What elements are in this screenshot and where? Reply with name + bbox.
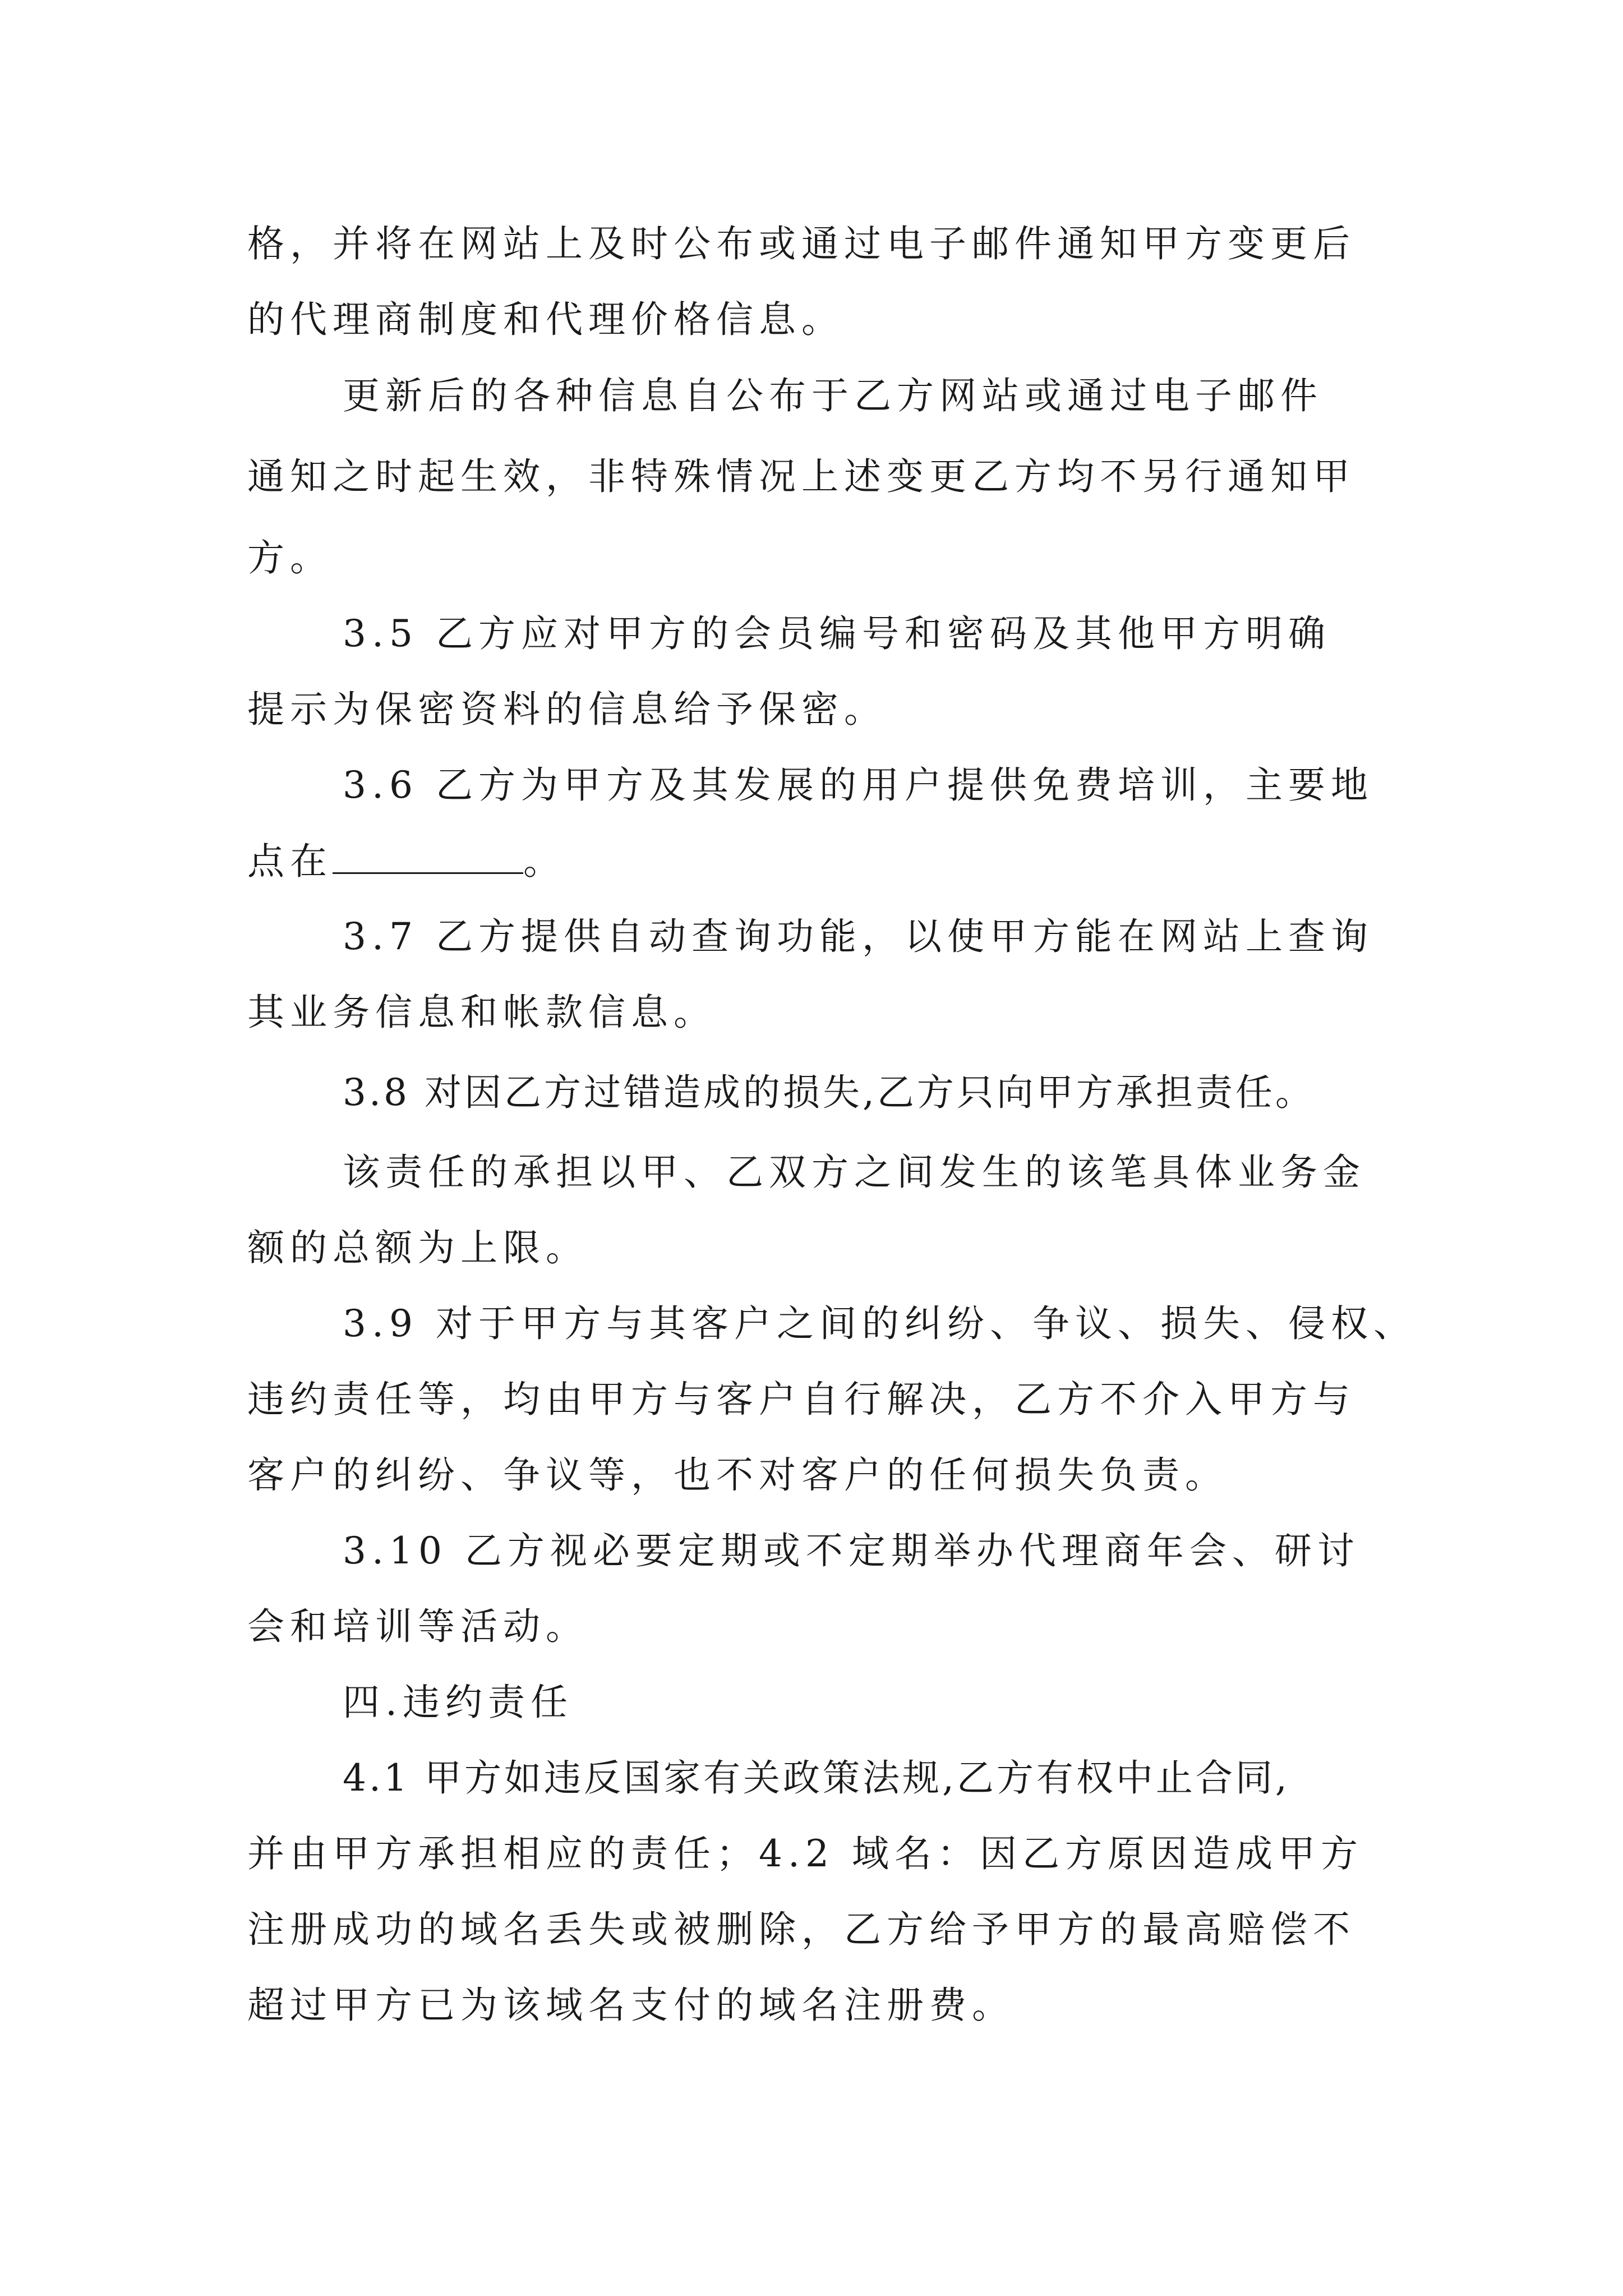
section-heading: 四.违约责任 bbox=[343, 1681, 573, 1724]
text-line: 通知之时起生效，非特殊情况上述变更乙方均不另行通知甲 bbox=[247, 455, 1355, 498]
text-line: 提示为保密资料的信息给予保密。 bbox=[247, 688, 887, 731]
text-line: 其业务信息和帐款信息。 bbox=[247, 991, 716, 1034]
text-line: 3.8 对因乙方过错造成的损失,乙方只向甲方承担责任。 bbox=[343, 1071, 1315, 1114]
text-line: 3.9 对于甲方与其客户之间的纠纷、争议、损失、侵权、 bbox=[343, 1302, 1416, 1345]
text-line: 违约责任等，均由甲方与客户自行解决，乙方不介入甲方与 bbox=[247, 1378, 1355, 1421]
text-line: 的代理商制度和代理价格信息。 bbox=[247, 298, 844, 341]
text-segment: 点在 bbox=[247, 840, 333, 883]
text-line: 3.5 乙方应对甲方的会员编号和密码及其他甲方明确 bbox=[343, 612, 1331, 655]
text-line: 更新后的各种信息自公布于乙方网站或通过电子邮件 bbox=[343, 374, 1323, 417]
fill-in-blank bbox=[333, 839, 523, 874]
text-line: 3.7 乙方提供自动查询功能，以使甲方能在网站上查询 bbox=[343, 915, 1373, 958]
text-line: 3.6 乙方为甲方及其发展的用户提供免费培训，主要地 bbox=[343, 763, 1373, 807]
text-line: 格，并将在网站上及时公布或通过电子邮件通知甲方变更后 bbox=[247, 222, 1355, 265]
text-line: 额的总额为上限。 bbox=[247, 1226, 588, 1269]
text-line: 3.10 乙方视必要定期或不定期举办代理商年会、研讨 bbox=[343, 1529, 1360, 1572]
text-line: 并由甲方承担相应的责任；4.2 域名：因乙方原因造成甲方 bbox=[247, 1832, 1363, 1875]
text-line: 方。 bbox=[247, 536, 333, 579]
text-line: 该责任的承担以甲、乙双方之间发生的该笔具体业务金 bbox=[343, 1151, 1366, 1194]
text-line: 客户的纠纷、争议等，也不对客户的任何损失负责。 bbox=[247, 1453, 1228, 1497]
text-line: 4.1 甲方如违反国家有关政策法规,乙方有权中止合同, bbox=[343, 1756, 1290, 1800]
text-line bbox=[247, 839, 566, 884]
text-line: 注册成功的域名丢失或被删除，乙方给予甲方的最高赔偿不 bbox=[247, 1908, 1355, 1951]
text-segment: 。 bbox=[523, 840, 566, 883]
text-line: 超过甲方已为该域名支付的域名注册费。 bbox=[247, 1984, 1015, 2027]
text-line: 会和培训等活动。 bbox=[247, 1605, 588, 1648]
